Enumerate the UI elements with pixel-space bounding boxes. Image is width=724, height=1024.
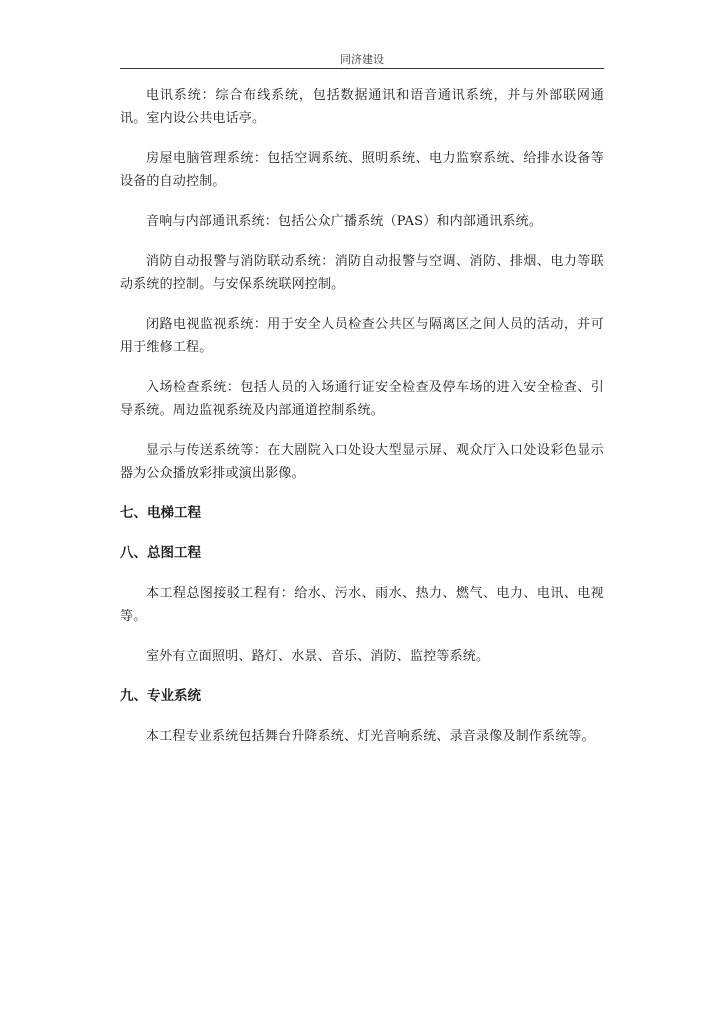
page-header xyxy=(120,48,604,69)
heading-special-systems: 九、专业系统 xyxy=(120,688,201,704)
paragraph-cctv: 闭路电视监视系统：用于安全人员检查公共区与隔离区之间人员的活动，并可用于维修工程。 xyxy=(120,317,604,355)
heading-elevator: 七、电梯工程 xyxy=(120,505,201,521)
paragraph-entry-check: 入场检查系统：包括人员的入场通行证安全检查及停车场的进入安全检查、引导系统。周边监视系统及内部通道控制系统。 xyxy=(120,380,604,418)
paragraph-special-systems: 本工程专业系统包括舞台升降系统、灯光音响系统、录音录像及制作系统等。 xyxy=(146,729,595,744)
paragraph-fire-alarm: 消防自动报警与消防联动系统：消防自动报警与空调、消防、排烟、电力等联动系统的控制。与安保系统联网控制。 xyxy=(120,254,604,292)
paragraph-outdoor-systems: 室外有立面照明、路灯、水景、音乐、消防、监控等系统。 xyxy=(146,649,490,664)
paragraph-building-management: 房屋电脑管理系统：包括空调系统、照明系统、电力监察系统、给排水设备等设备的自动控制。 xyxy=(120,151,604,189)
paragraph-telecom: 电讯系统：综合布线系统，包括数据通讯和语音通讯系统，并与外部联网通讯。室内设公共电话亭。 xyxy=(120,88,604,126)
paragraph-display: 显示与传送系统等：在大剧院入口处设大型显示屏、观众厅入口处设彩色显示器为公众播放彩排或演出影像。 xyxy=(120,443,604,481)
header-title: 同济建设 xyxy=(340,53,384,66)
paragraph-audio-intercom: 音响与内部通讯系统：包括公众广播系统（PAS）和内部通讯系统。 xyxy=(146,214,543,229)
document-body xyxy=(120,84,604,748)
paragraph-site-connections: 本工程总图接驳工程有：给水、污水、雨水、热力、燃气、电力、电讯、电视等。 xyxy=(120,586,604,624)
heading-site-plan: 八、总图工程 xyxy=(120,545,201,561)
